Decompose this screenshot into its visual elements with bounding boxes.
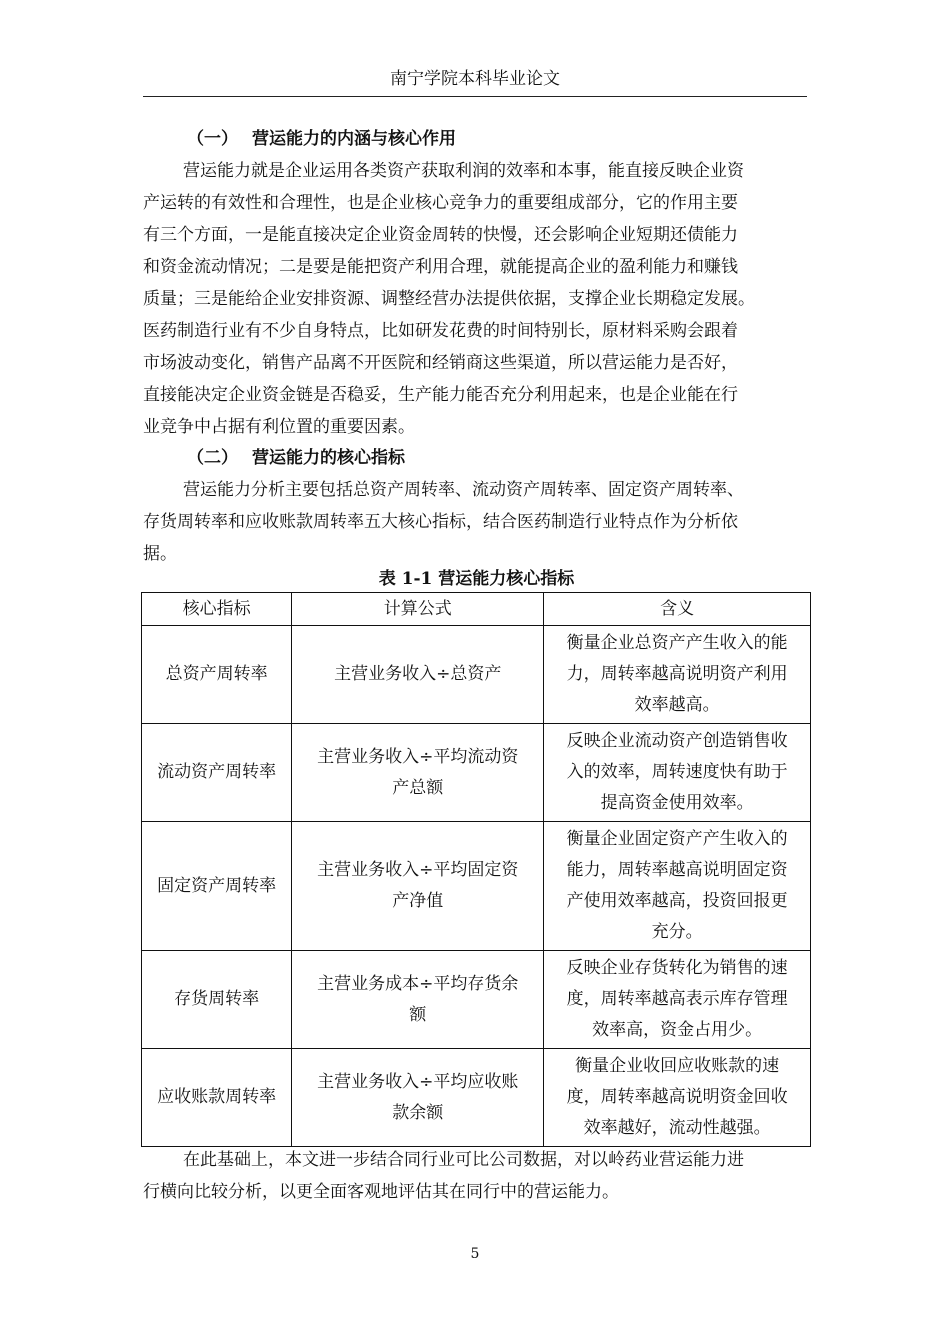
meaning-line: 力，周转率越高说明资产利用 <box>566 664 788 684</box>
formula-line: 款余额 <box>392 1102 444 1123</box>
meaning-line: 提高资金使用效率。 <box>600 793 754 813</box>
indicator-cell: 应收账款周转率 <box>142 1049 292 1147</box>
formula-line: 主营业务收入÷平均固定资 <box>317 860 519 880</box>
section-1-paragraph <box>143 155 807 443</box>
running-header <box>143 66 807 97</box>
meaning-line: 反映企业存货转化为销售的速 <box>566 958 788 978</box>
formula-line: 主营业务收入÷总资产 <box>334 664 502 684</box>
indicator-cell: 固定资产周转率 <box>142 822 292 951</box>
paragraph-line: 存货周转率和应收账款周转率五大核心指标，结合医药制造行业特点作为分析依 <box>143 512 738 532</box>
section-number: （一） <box>187 129 238 149</box>
table-row <box>142 951 811 1049</box>
column-header-meaning: 含义 <box>544 593 811 626</box>
meaning-cell <box>544 724 811 822</box>
paragraph-line: 质量；三是能给企业安排资源、调整经营办法提供依据，支撑企业长期稳定发展。 <box>143 289 755 309</box>
table-row <box>142 822 811 951</box>
paragraph-line: 行横向比较分析，以更全面客观地评估其在同行中的营运能力。 <box>143 1182 619 1202</box>
meaning-line: 反映企业流动资产创造销售收 <box>566 731 788 751</box>
section-title: 营运能力的核心指标 <box>252 448 405 468</box>
indicator-cell: 总资产周转率 <box>142 626 292 724</box>
column-header-formula: 计算公式 <box>292 593 544 626</box>
meaning-cell <box>544 626 811 724</box>
formula-cell <box>292 724 544 822</box>
paragraph-line: 有三个方面，一是能直接决定企业资金周转的快慢，还会影响企业短期还债能力 <box>143 225 738 245</box>
formula-line: 主营业务收入÷平均流动资 <box>317 746 519 767</box>
meaning-line: 衡量企业固定资产产生收入的 <box>566 829 788 849</box>
paragraph-line: 直接能决定企业资金链是否稳妥，生产能力能否充分利用起来，也是企业能在行 <box>143 385 738 405</box>
paragraph-line: 市场波动变化，销售产品离不开医院和经销商这些渠道，所以营运能力是否好， <box>143 353 738 373</box>
formula-line: 产总额 <box>392 777 444 798</box>
paragraph-line: 和资金流动情况；二是要是能把资产利用合理，就能提高企业的盈利能力和赚钱 <box>143 257 738 277</box>
paragraph-line: 营运能力分析主要包括总资产周转率、流动资产周转率、固定资产周转率、 <box>183 480 744 500</box>
page-number: 5 <box>470 1246 480 1262</box>
formula-line: 额 <box>409 1004 427 1025</box>
table-caption: 表 1-1 营运能力核心指标 <box>378 569 575 589</box>
paragraph-line: 业竞争中占据有利位置的重要因素。 <box>143 417 415 437</box>
meaning-cell <box>544 951 811 1049</box>
section-heading-1 <box>187 124 456 154</box>
closing-paragraph <box>143 1144 807 1208</box>
meaning-line: 效率越高。 <box>634 695 720 715</box>
meaning-line: 衡量企业收回应收账款的速 <box>575 1056 780 1076</box>
meaning-line: 效率越好，流动性越强。 <box>583 1118 771 1138</box>
section-2-paragraph <box>143 474 807 570</box>
formula-cell <box>292 1049 544 1147</box>
formula-cell <box>292 951 544 1049</box>
indicators-table <box>141 592 811 1147</box>
paragraph-line: 医药制造行业有不少自身特点，比如研发花费的时间特别长，原材料采购会跟着 <box>143 321 738 341</box>
meaning-cell <box>544 1049 811 1147</box>
section-title: 营运能力的内涵与核心作用 <box>252 129 456 149</box>
table-row <box>142 724 811 822</box>
indicator-cell: 流动资产周转率 <box>142 724 292 822</box>
meaning-line: 入的效率，周转速度快有助于 <box>566 762 788 782</box>
formula-line: 主营业务成本÷平均存货余 <box>317 973 519 994</box>
paragraph-line: 据。 <box>143 544 177 564</box>
paragraph-line: 产运转的有效性和合理性，也是企业核心竞争力的重要组成部分，它的作用主要 <box>143 193 738 213</box>
indicator-cell: 存货周转率 <box>142 951 292 1049</box>
formula-cell <box>292 822 544 951</box>
paragraph-line: 在此基础上，本文进一步结合同行业可比公司数据，对以岭药业营运能力进 <box>183 1150 744 1170</box>
formula-line: 主营业务收入÷平均应收账 <box>317 1071 519 1092</box>
section-heading-2 <box>187 443 405 473</box>
formula-cell <box>292 626 544 724</box>
formula-line: 产净值 <box>392 891 444 911</box>
meaning-line: 效率高，资金占用少。 <box>592 1020 763 1040</box>
paragraph-line: 营运能力就是企业运用各类资产获取利润的效率和本事，能直接反映企业资 <box>183 161 744 181</box>
meaning-line: 能力，周转率越高说明固定资 <box>566 860 788 880</box>
running-header-title: 南宁学院本科毕业论文 <box>390 69 560 89</box>
table-header-row <box>142 593 811 626</box>
meaning-line: 衡量企业总资产产生收入的能 <box>566 633 788 653</box>
table-row <box>142 1049 811 1147</box>
meaning-line: 度，周转率越高说明资金回收 <box>566 1087 788 1107</box>
meaning-line: 充分。 <box>651 922 703 942</box>
column-header-indicator: 核心指标 <box>142 593 292 626</box>
section-number: （二） <box>187 448 238 468</box>
meaning-line: 产使用效率越高，投资回报更 <box>566 891 788 911</box>
table-row <box>142 626 811 724</box>
meaning-line: 度，周转率越高表示库存管理 <box>566 989 788 1009</box>
meaning-cell <box>544 822 811 951</box>
